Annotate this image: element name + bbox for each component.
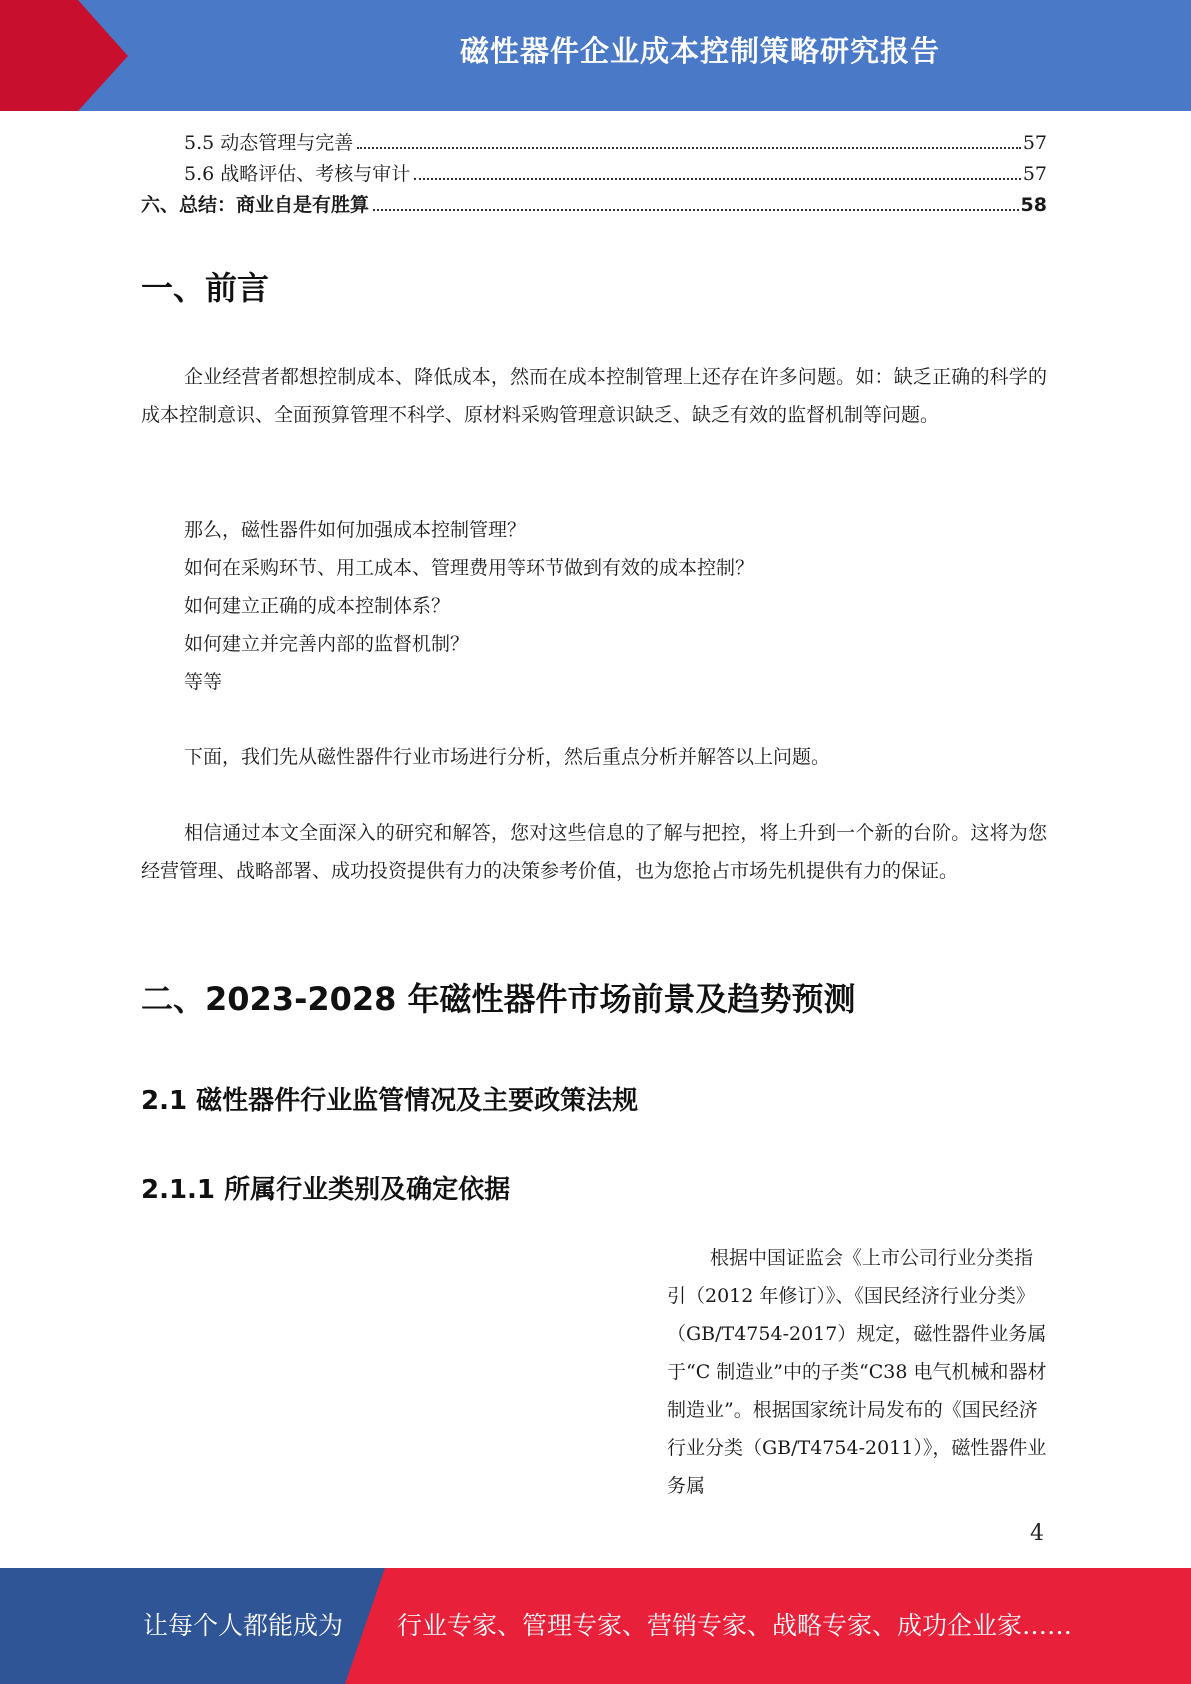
preface-paragraph-3: 相信通过本文全面深入的研究和解答，您对这些信息的了解与把控，将上升到一个新的台阶。这将为您经营管理、战略部署、成功投资提供有力的决策参考价值，也为您抢占市场先机提供有力的保证。 xyxy=(141,822,1047,882)
footer-slogan-right: 行业专家、管理专家、营销专家、战略专家、成功企业家…… xyxy=(397,1611,1073,1640)
toc-entry-page: 57 xyxy=(1022,132,1047,154)
toc-leader-dots xyxy=(357,147,1021,149)
toc-leader-dots xyxy=(414,178,1021,180)
toc-entry-page: 57 xyxy=(1022,163,1047,185)
subsection-heading: 2.1.1 所属行业类别及确定依据 xyxy=(141,1175,511,1205)
report-title: 磁性器件企业成本控制策略研究报告 xyxy=(459,34,940,68)
header-bar xyxy=(0,0,1191,111)
subsection-heading: 2.1 磁性器件行业监管情况及主要政策法规 xyxy=(141,1086,639,1116)
toc-leader-dots xyxy=(373,209,1019,211)
section-heading-preface: 一、前言 xyxy=(141,269,270,307)
industry-classification-paragraph: 根据中国证监会《上市公司行业分类指引（2012 年修订）》、《国民经济行业分类》（GB/T4754-2017）规定，磁性器件业务属于“C 制造业”中的子类“C38 电气机械和器材制造业”。根据国家统计局发布的《国民经济行业分类（GB/T4754-2011）》，磁性器件业务属 xyxy=(667,1247,1047,1497)
toc-entry-label: 5.6 战略评估、考核与审计 xyxy=(184,163,411,185)
question-line: 如何建立正确的成本控制体系？ xyxy=(184,595,451,617)
question-line: 如何建立并完善内部的监督机制？ xyxy=(184,633,470,655)
preface-paragraph-1: 企业经营者都想控制成本、降低成本，然而在成本控制管理上还存在许多问题。如：缺乏正确的科学的成本控制意识、全面预算管理不科学、原材料采购管理意识缺乏、缺乏有效的监督机制等问题。 xyxy=(141,366,1047,426)
question-line: 那么，磁性器件如何加强成本控制管理？ xyxy=(184,519,527,541)
toc-entry-label: 六、总结：商业自是有胜算 xyxy=(141,194,370,216)
section-heading-market: 二、2023-2028 年磁性器件市场前景及趋势预测 xyxy=(141,980,856,1018)
toc-entry-page: 58 xyxy=(1020,194,1047,216)
table-of-contents xyxy=(141,128,1047,221)
question-line: 如何在采购环节、用工成本、管理费用等环节做到有效的成本控制？ xyxy=(184,557,755,579)
page-number: 4 xyxy=(1030,1521,1044,1546)
toc-entry[interactable] xyxy=(141,159,1047,190)
toc-entry[interactable] xyxy=(141,128,1047,159)
toc-entry[interactable] xyxy=(141,190,1047,221)
toc-entry-label: 5.5 动态管理与完善 xyxy=(184,132,354,154)
question-line: 等等 xyxy=(184,671,223,693)
footer-bar xyxy=(0,1568,1191,1684)
footer-slogan-left: 让每个人都能成为 xyxy=(143,1611,344,1640)
preface-paragraph-2: 下面，我们先从磁性器件行业市场进行分析，然后重点分析并解答以上问题。 xyxy=(184,746,831,768)
